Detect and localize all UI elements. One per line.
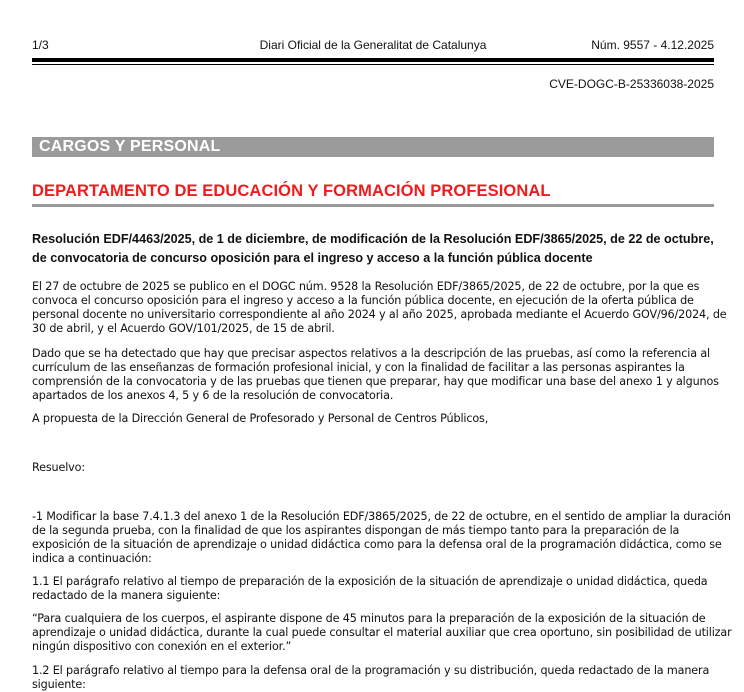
page-indicator: 1/3 (32, 38, 49, 52)
body-paragraph: 1.1 El parágrafo relativo al tiempo de preparación de la exposición de la situación de aprendizaje o unidad didáctica, queda redactado de la manera siguiente: (32, 575, 708, 602)
resolve-heading: Resuelvo: (32, 461, 85, 474)
department-heading: DEPARTAMENTO DE EDUCACIÓN Y FORMACIÓN PROFESIONAL (32, 182, 551, 200)
body-paragraph: 1.2 El parágrafo relativo al tiempo para la defensa oral de la programación y su distribución, queda redactado de la manera siguiente: (32, 664, 710, 691)
running-header (32, 38, 714, 52)
resolution-title: Resolución EDF/4463/2025, de 1 de diciembre, de modificación de la Resolución EDF/3865/2025, de 22 de octubre, de convocatoria de concurso oposición para el ingreso y acceso a la función pública docente (32, 232, 714, 265)
quoted-paragraph: “Para cualquiera de los cuerpos, el aspirante dispone de 45 minutos para la preparación de la exposición de la situación de aprendizaje o unidad didáctica, durante la cual puede consultar el material auxiliar que crea oportuno, sin posibilidad de utilizar ningún dispositivo con conexión en el exterior.” (32, 612, 732, 653)
section-title: CARGOS Y PERSONAL (39, 138, 221, 155)
body-paragraph: Dado que se ha detectado que hay que precisar aspectos relativos a la descripción de las pruebas, así como la referencia al currículum de las enseñanzas de formación profesional inicial, y con la finalidad de facilitar a las personas aspirantes la comprensión de la convocatoria y de las pruebas que tienen que preparar, hay que modificar una base del anexo 1 y algunos apartados de los anexos 4, 5 y 6 de la resolución de convocatoria. (32, 347, 719, 402)
publication-name: Diari Oficial de la Generalitat de Catalunya (259, 38, 487, 52)
section-band (32, 137, 714, 157)
body-paragraph: El 27 de octubre de 2025 se publico en el DOGC núm. 9528 la Resolución EDF/3865/2025, de 22 de octubre, por la que es convoca el concurso oposición para el ingreso y acceso a la función pública docente, en ejecución de la oferta pública de personal docente no universitario correspondiente al año 2024 y al año 2025, aprobada mediante el Acuerdo GOV/96/2024, de 30 de abril, y el Acuerdo GOV/101/2025, de 15 de abril. (32, 280, 727, 335)
body-paragraph: -1 Modificar la base 7.4.1.3 del anexo 1 de la Resolución EDF/3865/2025, de 22 de octubre, en el sentido de ampliar la duración de la segunda prueba, con la finalidad de que los aspirantes dispongan de más tiempo tanto para la preparación de la exposición de la situación de aprendizaje o unidad didáctica como para la defensa oral de la programación didáctica, como se indica a continuación: (32, 510, 731, 565)
header-rule-thick (32, 58, 714, 62)
department-rule (32, 204, 714, 207)
issue-number-date: Núm. 9557 - 4.12.2025 (591, 38, 714, 52)
header-rule-thin (32, 64, 714, 65)
body-paragraph: A propuesta de la Dirección General de Profesorado y Personal de Centros Públicos, (32, 412, 489, 425)
cve-identifier: CVE-DOGC-B-25336038-2025 (549, 77, 714, 91)
